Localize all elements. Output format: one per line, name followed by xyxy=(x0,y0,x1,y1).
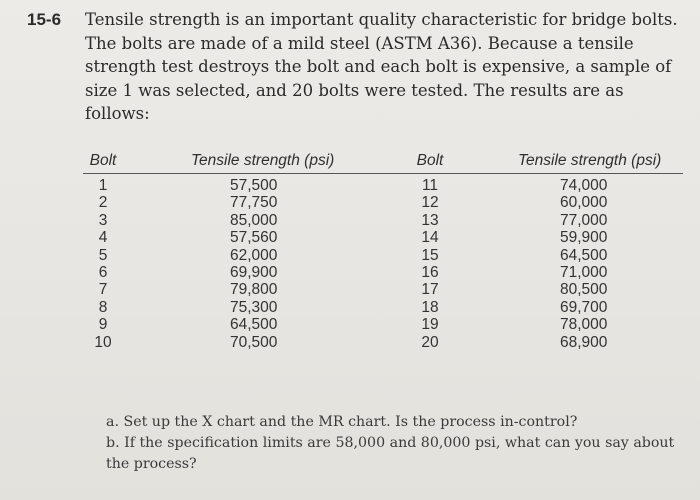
problem-text: Tensile strength is an important quality characteristic for bridge bolts. The bolts are made of a mild steel (ASTM A36). Because a tensile strength test destroys the bolt and each bolt is expensive, a sample of size 1 was selected, and 20 bolts were tested. The results are as follows: xyxy=(85,10,678,123)
bolt-number-cell: 9 xyxy=(98,316,108,334)
strength-cell: 78,000 xyxy=(560,316,608,334)
strength-cell: 77,000 xyxy=(560,211,608,229)
question-a: a. Set up the X chart and the MR chart. Is the process in-control? xyxy=(106,414,578,430)
bolt-number-cell: 1 xyxy=(98,177,108,194)
bolt-number-cell: 13 xyxy=(421,211,439,229)
strength-cell: 85,000 xyxy=(230,211,278,229)
strength-cell: 71,000 xyxy=(560,263,608,281)
question-list xyxy=(106,412,686,475)
bolt-number-cell: 19 xyxy=(421,316,439,334)
table-row xyxy=(83,316,683,333)
table-row xyxy=(83,212,683,229)
table-row xyxy=(83,247,683,264)
bolt-number-cell: 10 xyxy=(94,333,112,351)
bolt-number-cell: 6 xyxy=(98,263,108,281)
table-row xyxy=(83,229,683,246)
strength-cell: 59,900 xyxy=(560,229,608,247)
bolt-number-cell: 18 xyxy=(421,298,439,316)
strength-cell: 60,000 xyxy=(560,194,608,212)
question-b: b. If the specification limits are 58,000 and 80,000 psi, what can you say about the process? xyxy=(106,435,675,472)
strength-cell: 69,700 xyxy=(560,298,608,316)
bolt-number-cell: 12 xyxy=(421,194,439,212)
bolt-number-cell: 4 xyxy=(98,229,108,247)
bolt-number-cell: 15 xyxy=(421,246,439,264)
bolt-number-cell: 8 xyxy=(98,298,108,316)
strength-cell: 80,500 xyxy=(560,281,608,299)
table-row xyxy=(83,299,683,316)
table-row xyxy=(83,334,683,351)
header-strength-right: Tensile strength (psi) xyxy=(518,152,662,169)
strength-cell: 64,500 xyxy=(560,246,608,264)
header-underline xyxy=(83,173,683,174)
bolt-number-cell: 3 xyxy=(98,211,108,229)
table-row xyxy=(83,194,683,211)
bolt-number-cell: 2 xyxy=(98,194,108,212)
bolt-number-cell: 5 xyxy=(98,246,108,264)
strength-cell: 68,900 xyxy=(560,333,608,351)
strength-cell: 57,500 xyxy=(230,177,278,194)
table-row xyxy=(83,264,683,281)
table-row xyxy=(83,177,683,194)
table-header-row xyxy=(83,152,683,174)
header-bolt-right: Bolt xyxy=(416,152,444,169)
bolt-number-cell: 20 xyxy=(421,333,439,351)
bolt-number-cell: 7 xyxy=(98,281,108,299)
tensile-strength-table xyxy=(83,152,683,351)
header-bolt-left: Bolt xyxy=(89,152,117,169)
bolt-number-cell: 17 xyxy=(421,281,439,299)
strength-cell: 69,900 xyxy=(230,263,278,281)
strength-cell: 77,750 xyxy=(230,194,278,212)
header-strength-left: Tensile strength (psi) xyxy=(191,152,335,169)
bolt-number-cell: 14 xyxy=(421,229,439,247)
strength-cell: 75,300 xyxy=(230,298,278,316)
problem-number: 15-6 xyxy=(27,10,62,29)
strength-cell: 70,500 xyxy=(230,333,278,351)
strength-cell: 57,560 xyxy=(230,229,278,247)
table-row xyxy=(83,281,683,298)
strength-cell: 64,500 xyxy=(230,316,278,334)
strength-cell: 74,000 xyxy=(560,177,608,194)
table-body xyxy=(83,177,683,351)
bolt-number-cell: 11 xyxy=(421,177,439,194)
problem-statement xyxy=(27,8,687,126)
strength-cell: 79,800 xyxy=(230,281,278,299)
bolt-number-cell: 16 xyxy=(421,263,439,281)
strength-cell: 62,000 xyxy=(230,246,278,264)
